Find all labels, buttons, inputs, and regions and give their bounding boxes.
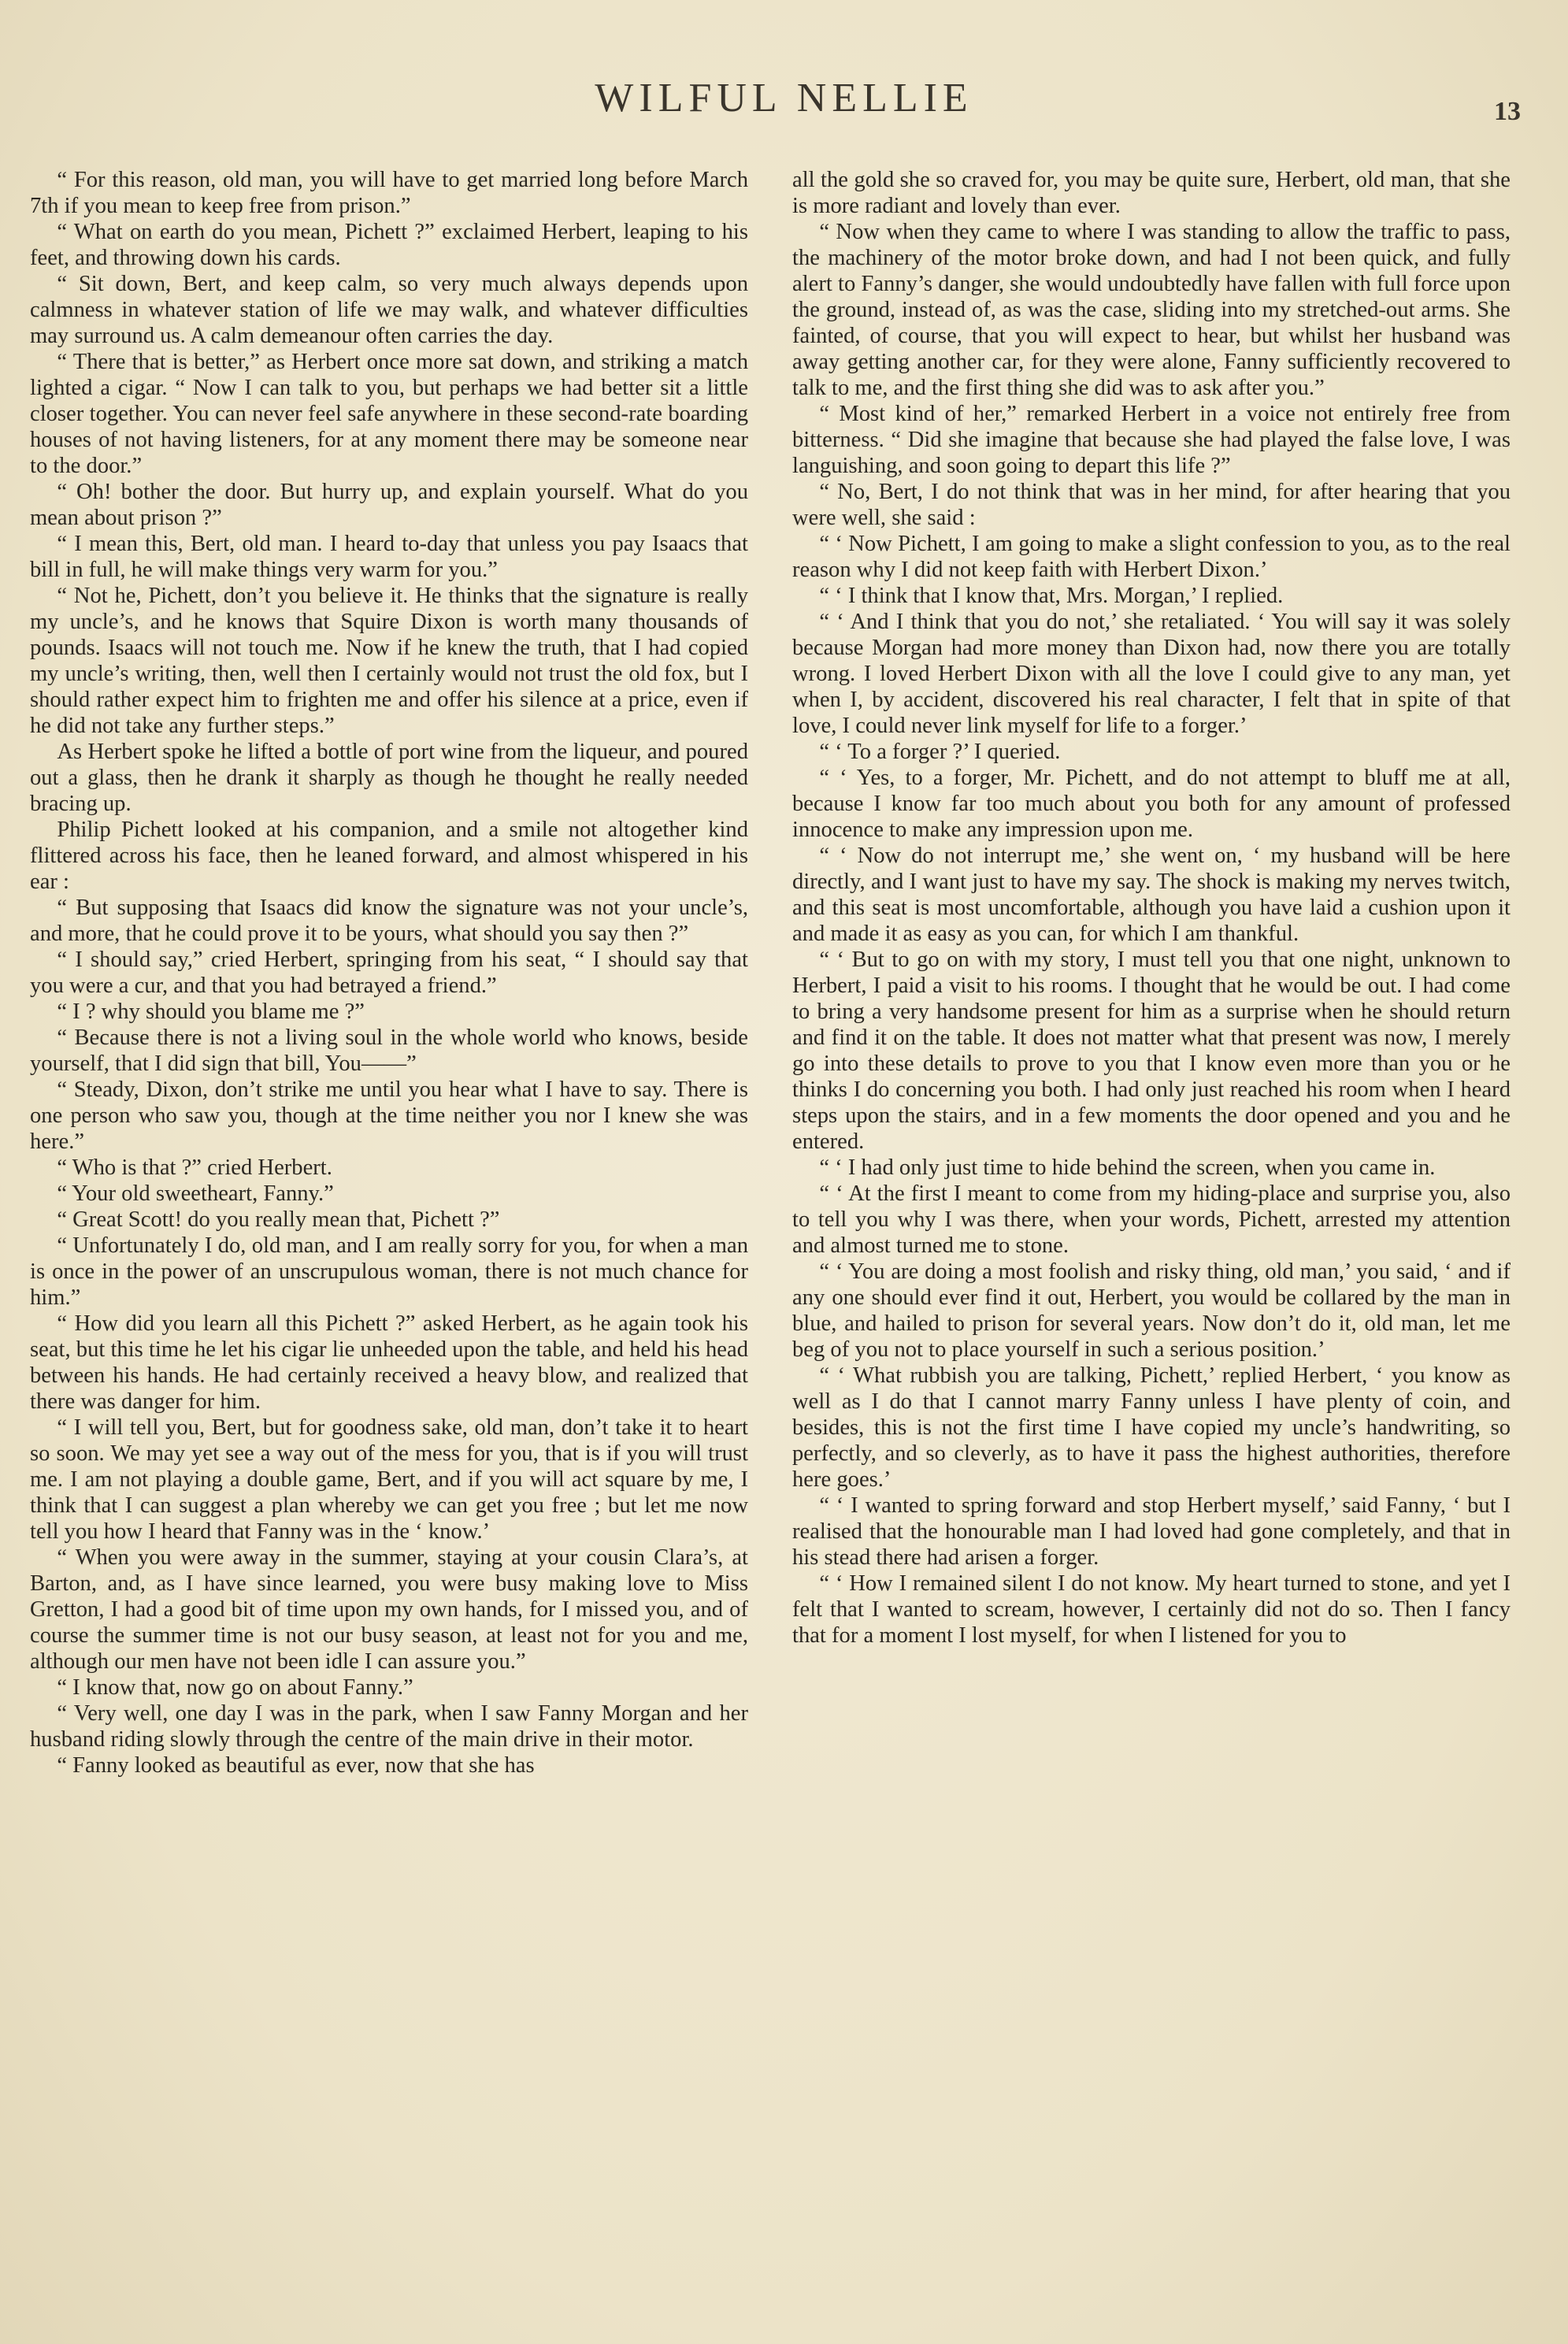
paragraph: “ ‘ But to go on with my story, I must tell you that one night, unknown to Herbert, I paid a visit to his rooms. I thought that he would be out. I had come to bring a very handsome present for him as a surprise when he should return and find it on the table. It does not matter what that present was now, I merely go into these details to prove to you that I know even more than you or he thinks I do concerning you both. I had only just reached his room when I heard steps upon the stairs, and in a few moments the door opened and you and he entered.: [792, 948, 1511, 1154]
paragraph: “ Now when they came to where I was standing to allow the traffic to pass, the machinery of the motor broke down, and had I not been quick, and fully alert to Fanny’s danger, she would undoubtedly have fallen with full force upon the ground, instead of, as was the case, sliding into my stretched-out arms. She fainted, of course, that you will expect to hear, but whilst her husband was away getting another car, for they were alone, Fanny sufficiently recovered to talk to me, and the first thing she did was to ask after you.”: [792, 220, 1511, 400]
paragraph: “ Sit down, Bert, and keep calm, so very much always depends upon calmness in whatever station of life we may walk, and whatever difficulties may surround us. A calm demeanour often carries the day.: [30, 272, 748, 348]
paragraph: “ ‘ And I think that you do not,’ she retaliated. ‘ You will say it was solely because Morgan had more money than Dixon had, now there you are totally wrong. I loved Herbert Dixon with all the love I could give to any man, yet when I, by accident, discovered his real character, I felt that in spite of that love, I could never link myself for life to a forger.’: [792, 610, 1511, 738]
paragraph: “ Not he, Pichett, don’t you believe it. He thinks that the signature is really my uncle’s, and he knows that Squire Dixon is worth many thousands of pounds. Isaacs will not touch me. Now if he knew the truth, that I had copied my uncle’s writing, then, well then I certainly would not trust the old fox, but I should rather expect him to frighten me and offer his silence at a price, even if he did not take any further steps.”: [30, 584, 748, 738]
paragraph: “ Most kind of her,” remarked Herbert in a voice not entirely free from bitterness. “ Did she imagine that because she had played the false love, I was languishing, and soon going to depart this life ?”: [792, 402, 1511, 478]
paragraph: “ I know that, now go on about Fanny.”: [57, 1675, 413, 1700]
paragraph: As Herbert spoke he lifted a bottle of port wine from the liqueur, and poured out a glass, then he drank it sharply as though he thought he really needed bracing up.: [30, 740, 748, 816]
right-column: [792, 167, 1511, 2325]
paragraph: all the gold she so craved for, you may be quite sure, Herbert, old man, that she is more radiant and lovely than ever.: [792, 168, 1511, 218]
paragraph: “ ‘ At the first I meant to come from my hiding-place and surprise you, also to tell you why I was there, when your words, Pichett, arrested my attention and almost turned me to stone.: [792, 1181, 1511, 1258]
running-title: WILFUL NELLIE: [595, 76, 973, 121]
paragraph: “ Steady, Dixon, don’t strike me until you hear what I have to say. There is one person who saw you, though at the time neither you nor I knew she was here.”: [30, 1077, 748, 1154]
paragraph: “ I should say,” cried Herbert, springing from his seat, “ I should say that you were a cur, and that you had betrayed a friend.”: [30, 948, 748, 998]
paragraph: “ ‘ To a forger ?’ I queried.: [819, 740, 1061, 764]
page-header: [0, 75, 1568, 138]
paragraph: “ I ? why should you blame me ?”: [57, 1000, 365, 1024]
paragraph: “ No, Bert, I do not think that was in her mind, for after hearing that you were well, she said :: [792, 480, 1511, 530]
paragraph: “ Great Scott! do you really mean that, Pichett ?”: [57, 1207, 500, 1232]
paragraph: “ ‘ Now do not interrupt me,’ she went on, ‘ my husband will be here directly, and I want just to have my say. The shock is making my nerves twitch, and this seat is most uncomfortable, although you have laid a cushion upon it and made it as easy as you can, for which I am thankful.: [792, 844, 1511, 946]
paragraph: “ But supposing that Isaacs did know the signature was not your uncle’s, and more, that he could prove it to be yours, what should you say then ?”: [30, 896, 748, 946]
paragraph: “ ‘ How I remained silent I do not know. My heart turned to stone, and yet I felt that I wanted to scream, however, I certainly did not do so. Then I fancy that for a moment I lost myself, for when I listened for you to: [792, 1571, 1511, 1648]
page-number: 13: [1494, 97, 1521, 126]
paragraph: “ Your old sweetheart, Fanny.”: [57, 1181, 334, 1206]
left-column: [30, 167, 748, 2325]
paragraph: Philip Pichett looked at his companion, and a smile not altogether kind flittered across his face, then he leaned forward, and almost whispered in his ear :: [30, 818, 748, 894]
paragraph: “ ‘ What rubbish you are talking, Pichett,’ replied Herbert, ‘ you know as well as I do that I cannot marry Fanny unless I have plenty of coin, and besides, this is not the first time I have copied my uncle’s handwriting, so perfectly, and so cleverly, as to have it pass the highest authorities, therefore here goes.’: [792, 1363, 1511, 1492]
paragraph: “ I will tell you, Bert, but for goodness sake, old man, don’t take it to heart so soon. We may yet see a way out of the mess for you, that is if you will trust me. I am not playing a double game, Bert, and if you will act square by me, I think that I can suggest a plan whereby we can get you free ; but let me now tell you how I heard that Fanny was in the ‘ know.’: [30, 1415, 748, 1544]
paragraph: “ Because there is not a living soul in the whole world who knows, beside yourself, that I did sign that bill, You——”: [30, 1026, 748, 1076]
paragraph: “ There that is better,” as Herbert once more sat down, and striking a match lighted a cigar. “ Now I can talk to you, but perhaps we had better sit a little closer together. You can never feel safe anywhere in these second-rate boarding houses of not having listeners, for at any moment there may be someone near to the door.”: [30, 350, 748, 478]
paragraph: “ ‘ I wanted to spring forward and stop Herbert myself,’ said Fanny, ‘ but I realised that the honourable man I had loved had gone completely, and that in his stead there had arisen a forger.: [792, 1493, 1511, 1570]
paragraph: “ Very well, one day I was in the park, when I saw Fanny Morgan and her husband riding slowly through the centre of the main drive in their motor.: [30, 1701, 748, 1752]
paragraph: “ ‘ I think that I know that, Mrs. Morgan,’ I replied.: [819, 584, 1284, 608]
paragraph: “ ‘ Now Pichett, I am going to make a slight confession to you, as to the real reason why I did not keep faith with Herbert Dixon.’: [792, 532, 1511, 582]
paragraph: “ ‘ You are doing a most foolish and risky thing, old man,’ you said, ‘ and if any one should ever find it out, Herbert, you would be collared by the man in blue, and hailed to prison for several years. Now don’t do it, old man, let me beg of you not to place yourself in such a serious position.’: [792, 1259, 1511, 1362]
paragraph: “ Fanny looked as beautiful as ever, now that she has: [57, 1753, 535, 1778]
paragraph: “ For this reason, old man, you will have to get married long before March 7th if you mean to keep free from prison.”: [30, 168, 748, 218]
paragraph: “ ‘ I had only just time to hide behind the screen, when you came in.: [819, 1155, 1436, 1180]
paragraph: “ How did you learn all this Pichett ?” asked Herbert, as he again took his seat, but this time he let his cigar lie unheeded upon the table, and held his head between his hands. He had certainly received a heavy blow, and realized that there was danger for him.: [30, 1311, 748, 1414]
paragraph: “ ‘ Yes, to a forger, Mr. Pichett, and do not attempt to bluff me at all, because I know far too much about you both for any amount of professed innocence to make any impression upon me.: [792, 766, 1511, 842]
paragraph: “ Who is that ?” cried Herbert.: [57, 1155, 332, 1180]
paragraph: “ Oh! bother the door. But hurry up, and explain yourself. What do you mean about prison ?”: [30, 480, 748, 530]
paragraph: “ When you were away in the summer, staying at your cousin Clara’s, at Barton, and, as I have since learned, you were busy making love to Miss Gretton, I had a good bit of time upon my own hands, for I missed you, and of course the summer time is not our busy season, at least not for you and me, although our men have not been idle I can assure you.”: [30, 1545, 748, 1674]
paragraph: “ Unfortunately I do, old man, and I am really sorry for you, for when a man is once in the power of an unscrupulous woman, there is not much chance for him.”: [30, 1233, 748, 1310]
paragraph: “ What on earth do you mean, Pichett ?” exclaimed Herbert, leaping to his feet, and throwing down his cards.: [30, 220, 748, 270]
paragraph: “ I mean this, Bert, old man. I heard to-day that unless you pay Isaacs that bill in full, he will make things very warm for you.”: [30, 532, 748, 582]
